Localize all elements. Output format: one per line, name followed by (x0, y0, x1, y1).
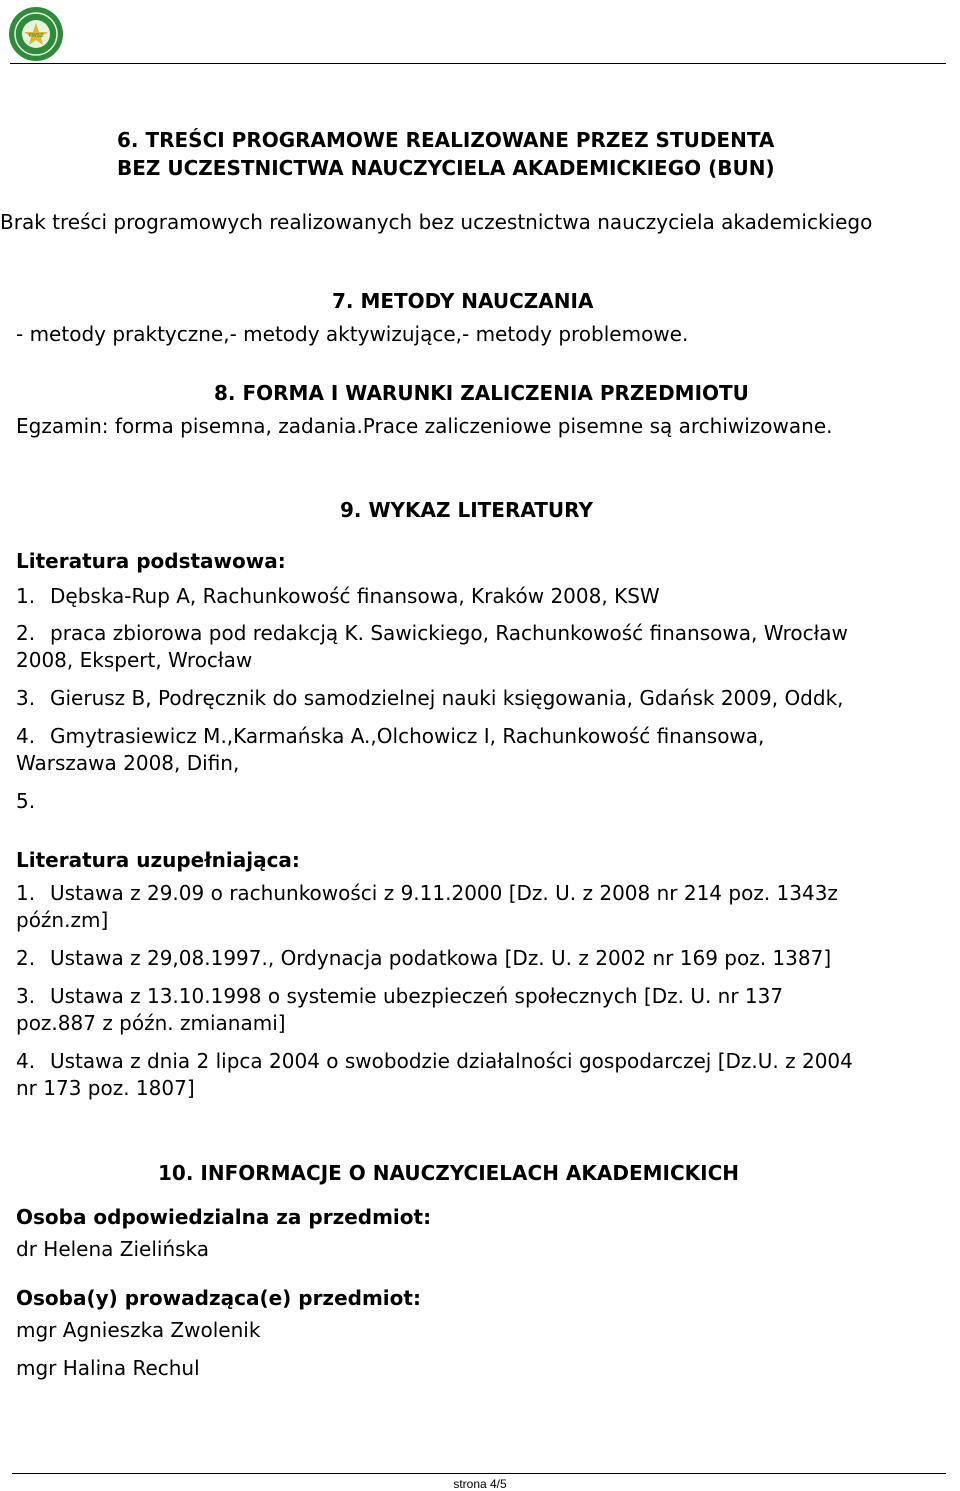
list-item (16, 945, 831, 972)
list-item (16, 983, 783, 1037)
list-item (16, 1048, 853, 1102)
page-number: strona 4/5 (453, 1477, 507, 1491)
header-divider (10, 63, 946, 64)
list-item-text-continued: nr 173 poz. 1807] (16, 1076, 195, 1100)
section-6-title-line1: 6. TREŚCI PROGRAMOWE REALIZOWANE PRZEZ STUDENTA (117, 128, 775, 152)
section-10-title: 10. INFORMACJE O NAUCZYCIELACH AKADEMICKICH (158, 1161, 739, 1185)
list-item-text: Ustawa z 29,08.1997., Ordynacja podatkowa [Dz. U. z 2002 nr 169 poz. 1387] (50, 946, 832, 970)
list-item-text: Ustawa z dnia 2 lipca 2004 o swobodzie działalności gospodarczej [Dz.U. z 2004 (50, 1049, 853, 1073)
section-7-body: - metody praktyczne,- metody aktywizujące,- metody problemowe. (16, 322, 689, 346)
list-item-text-continued: późn.zm] (16, 908, 109, 932)
list-item-text: Dębska-Rup A, Rachunkowość finansowa, Kraków 2008, KSW (50, 584, 660, 608)
list-item-number: 1. (16, 584, 36, 608)
list-item-number: 3. (16, 686, 36, 710)
list-item-number: 2. (16, 621, 36, 645)
logo-text: PWSZ (28, 33, 44, 39)
list-item-number: 1. (16, 881, 36, 905)
teachers-label: Osoba(y) prowadząca(e) przedmiot: (16, 1286, 421, 1310)
list-item (16, 880, 838, 934)
list-item-number: 2. (16, 946, 36, 970)
list-item (16, 723, 764, 777)
footer-divider (12, 1473, 946, 1474)
teacher-name: mgr Halina Rechul (16, 1356, 200, 1380)
university-seal-icon (8, 6, 64, 62)
list-item-number: 4. (16, 1049, 36, 1073)
list-item-text: Ustawa z 13.10.1998 o systemie ubezpieczeń społecznych [Dz. U. nr 137 (50, 984, 784, 1008)
list-item (16, 685, 844, 712)
list-item-text-continued: 2008, Ekspert, Wrocław (16, 648, 253, 672)
section-8-title: 8. FORMA I WARUNKI ZALICZENIA PRZEDMIOTU (214, 381, 749, 405)
responsible-person-name: dr Helena Zielińska (16, 1237, 210, 1261)
section-6-body: Brak treści programowych realizowanych bez uczestnictwa nauczyciela akademickiego (0, 210, 873, 234)
list-item-text: Gierusz B, Podręcznik do samodzielnej nauki księgowania, Gdańsk 2009, Oddk, (50, 686, 844, 710)
teacher-name: mgr Agnieszka Zwolenik (16, 1318, 261, 1342)
basic-literature-label: Literatura podstawowa: (16, 549, 286, 573)
list-item-text: Ustawa z 29.09 o rachunkowości z 9.11.2000 [Dz. U. z 2008 nr 214 poz. 1343z (50, 881, 838, 905)
list-item-number: 5. (16, 789, 36, 813)
list-item-number: 4. (16, 724, 36, 748)
list-item-number: 3. (16, 984, 36, 1008)
list-item-text: praca zbiorowa pod redakcją K. Sawickiego, Rachunkowość finansowa, Wrocław (50, 621, 848, 645)
supplementary-literature-label: Literatura uzupełniająca: (16, 848, 300, 872)
list-item (16, 583, 660, 610)
list-item (16, 788, 50, 815)
list-item-text: Gmytrasiewicz M.,Karmańska A.,Olchowicz I, Rachunkowość finansowa, (50, 724, 765, 748)
list-item-text-continued: poz.887 z późn. zmianami] (16, 1011, 286, 1035)
list-item-text-continued: Warszawa 2008, Difin, (16, 751, 240, 775)
responsible-person-label: Osoba odpowiedzialna za przedmiot: (16, 1205, 432, 1229)
section-6-title-line2: BEZ UCZESTNICTWA NAUCZYCIELA AKADEMICKIEGO (BUN) (117, 156, 775, 180)
list-item (16, 620, 848, 674)
section-8-body: Egzamin: forma pisemna, zadania.Prace zaliczeniowe pisemne są archiwizowane. (16, 414, 833, 438)
section-9-title: 9. WYKAZ LITERATURY (340, 498, 593, 522)
section-7-title: 7. METODY NAUCZANIA (332, 289, 594, 313)
